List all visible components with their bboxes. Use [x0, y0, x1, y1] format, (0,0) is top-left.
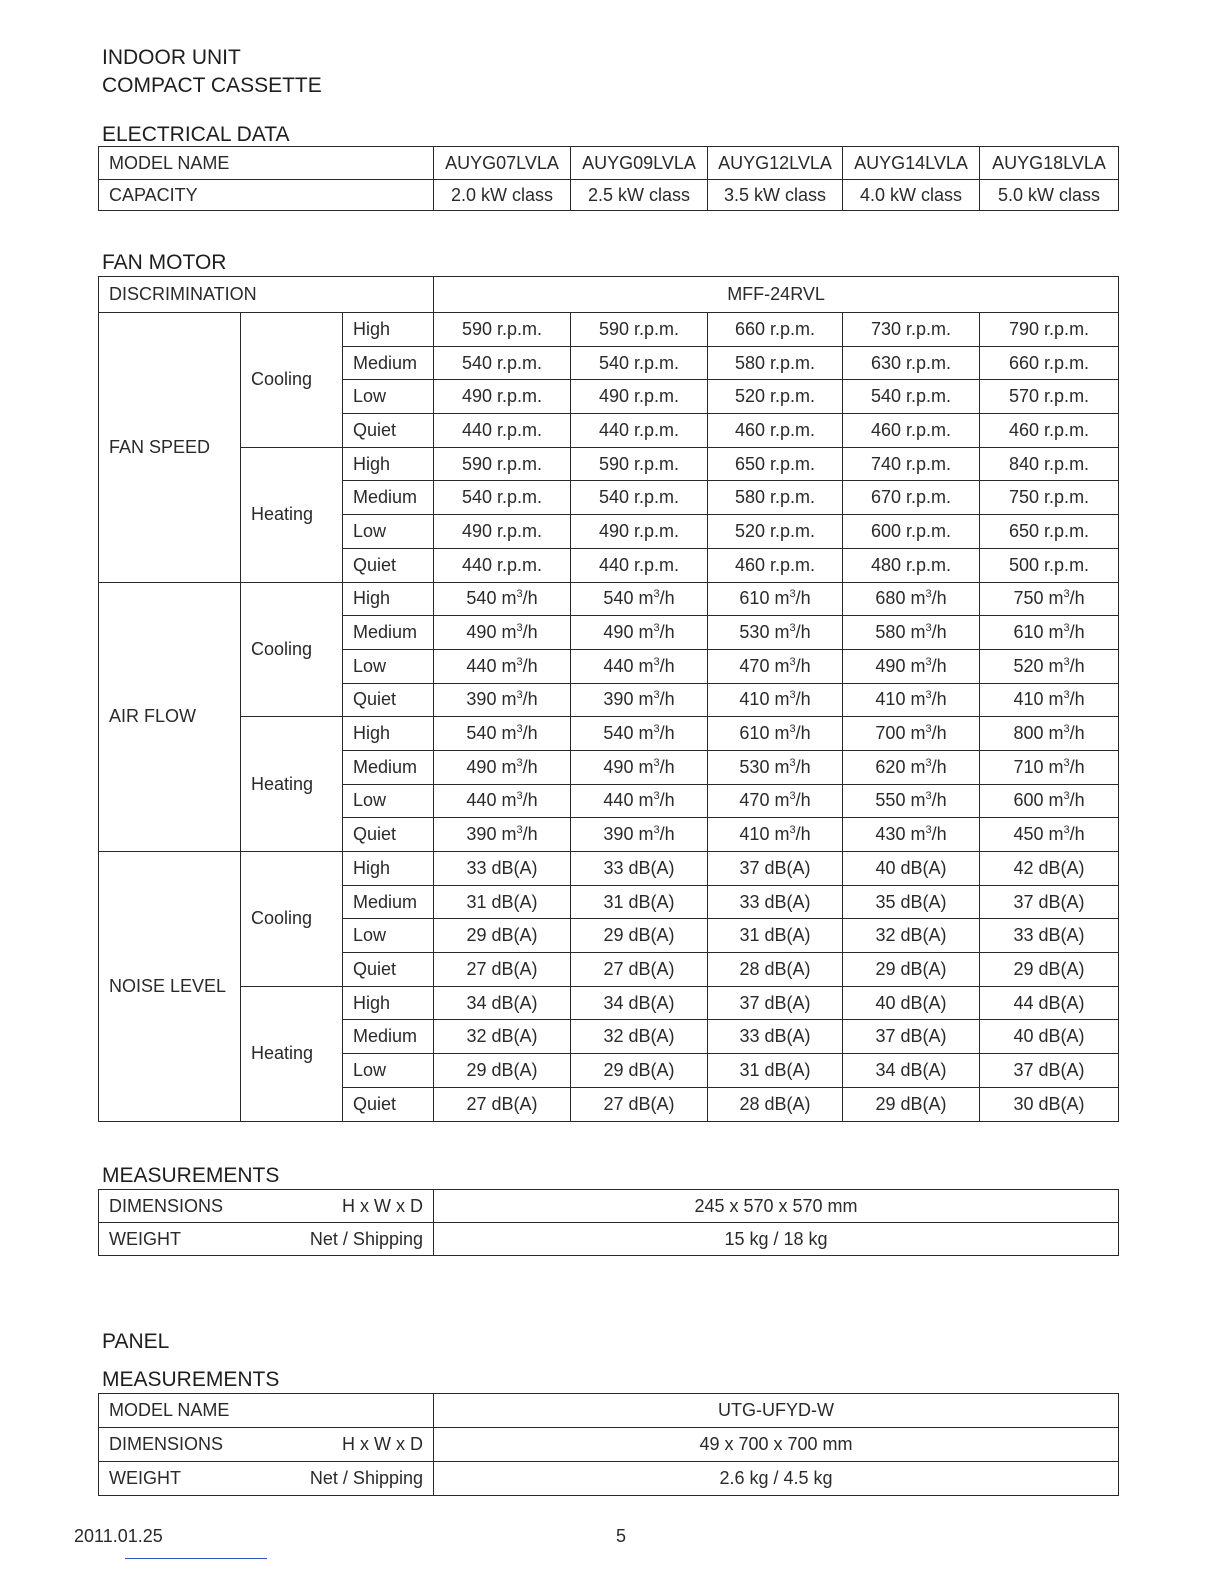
airflow-value: 490: [875, 655, 906, 676]
value-cell: [571, 717, 708, 751]
model-name-cell: AUYG18LVLA: [980, 147, 1119, 180]
value-cell: 440 r.p.m.: [571, 414, 708, 448]
capacity-cell: 5.0 kW class: [980, 180, 1119, 211]
value-cell: 670 r.p.m.: [843, 481, 980, 515]
airflow-value: 530: [739, 622, 770, 643]
value-cell: 750 r.p.m.: [980, 481, 1119, 515]
value-cell: 37 dB(A): [980, 885, 1119, 919]
capacity-label: CAPACITY: [99, 180, 434, 211]
airflow-unit: $m^3/h$: [496, 756, 538, 777]
value-cell: 32 dB(A): [571, 1020, 708, 1054]
airflow-value: 490: [603, 622, 634, 643]
airflow-unit: $m^3/h$: [769, 655, 811, 676]
table-row: [99, 1462, 1119, 1496]
weight-value: 15 kg / 18 kg: [434, 1223, 1119, 1256]
level-label: Quiet: [343, 818, 434, 852]
level-label: Medium: [343, 750, 434, 784]
capacity-cell: 4.0 kW class: [843, 180, 980, 211]
value-cell: [980, 683, 1119, 717]
airflow-unit: $m^3/h$: [496, 622, 538, 643]
airflow-value: 490: [466, 756, 497, 777]
model-name-cell: AUYG12LVLA: [708, 147, 843, 180]
value-cell: [571, 683, 708, 717]
mode-label: Heating: [241, 986, 343, 1121]
airflow-value: 410: [739, 689, 770, 710]
airflow-value: 390: [603, 824, 634, 845]
value-cell: [434, 784, 571, 818]
value-cell: 44 dB(A): [980, 986, 1119, 1020]
mode-label: Heating: [241, 447, 343, 582]
panel-weight-label-cell: [99, 1462, 434, 1496]
panel-weight-sub: Net / Shipping: [309, 1468, 423, 1488]
airflow-value: 430: [875, 824, 906, 845]
value-cell: 490 r.p.m.: [571, 380, 708, 414]
value-cell: 42 dB(A): [980, 852, 1119, 886]
airflow-value: 390: [603, 689, 634, 710]
value-cell: [571, 582, 708, 616]
airflow-value: 390: [466, 824, 497, 845]
value-cell: [980, 750, 1119, 784]
table-row: [99, 313, 1119, 347]
weight-label: WEIGHT: [109, 1228, 181, 1249]
level-label: Medium: [343, 616, 434, 650]
capacity-cell: 3.5 kW class: [708, 180, 843, 211]
value-cell: [708, 683, 843, 717]
airflow-unit: $m^3/h$: [496, 790, 538, 811]
airflow-unit: $m^3/h$: [496, 824, 538, 845]
value-cell: [980, 784, 1119, 818]
value-cell: 31 dB(A): [434, 885, 571, 919]
value-cell: 630 r.p.m.: [843, 346, 980, 380]
value-cell: [980, 616, 1119, 650]
value-cell: [708, 649, 843, 683]
value-cell: [434, 683, 571, 717]
airflow-value: 710: [1013, 756, 1044, 777]
value-cell: 33 dB(A): [571, 852, 708, 886]
value-cell: [980, 717, 1119, 751]
value-cell: [708, 616, 843, 650]
airflow-unit: $m^3/h$: [769, 756, 811, 777]
fan-motor-section-title: FAN MOTOR: [102, 251, 227, 274]
airflow-value: 470: [739, 790, 770, 811]
airflow-value: 610: [739, 588, 770, 609]
value-cell: [571, 750, 708, 784]
level-label: High: [343, 717, 434, 751]
dimensions-sub: H x W x D: [342, 1195, 423, 1216]
value-cell: 540 r.p.m.: [843, 380, 980, 414]
dimensions-label: DIMENSIONS: [109, 1195, 224, 1216]
value-cell: [434, 750, 571, 784]
panel-dimensions-label: DIMENSIONS: [109, 1434, 224, 1454]
value-cell: 580 r.p.m.: [708, 346, 843, 380]
value-cell: 37 dB(A): [980, 1054, 1119, 1088]
airflow-value: 410: [1013, 689, 1044, 710]
table-row: [99, 447, 1119, 481]
airflow-unit: $m^3/h$: [769, 824, 811, 845]
table-row: [99, 717, 1119, 751]
section-label: AIR FLOW: [99, 582, 241, 852]
value-cell: 29 dB(A): [980, 953, 1119, 987]
value-cell: 520 r.p.m.: [708, 380, 843, 414]
value-cell: 33 dB(A): [980, 919, 1119, 953]
value-cell: 590 r.p.m.: [434, 313, 571, 347]
value-cell: 30 dB(A): [980, 1087, 1119, 1121]
airflow-value: 700: [875, 723, 906, 744]
mode-label: Cooling: [241, 582, 343, 717]
value-cell: 460 r.p.m.: [980, 414, 1119, 448]
value-cell: [843, 616, 980, 650]
value-cell: [571, 616, 708, 650]
airflow-unit: $m^3/h$: [1043, 756, 1085, 777]
value-cell: 540 r.p.m.: [571, 346, 708, 380]
value-cell: 34 dB(A): [843, 1054, 980, 1088]
value-cell: [843, 649, 980, 683]
value-cell: 32 dB(A): [843, 919, 980, 953]
value-cell: [980, 582, 1119, 616]
airflow-unit: $m^3/h$: [905, 655, 947, 676]
level-label: High: [343, 582, 434, 616]
airflow-value: 390: [466, 689, 497, 710]
level-label: Quiet: [343, 414, 434, 448]
panel-table: [98, 1393, 1119, 1496]
airflow-unit: $m^3/h$: [633, 790, 675, 811]
value-cell: [571, 818, 708, 852]
airflow-value: 540: [603, 723, 634, 744]
footer-rule: [125, 1558, 267, 1559]
value-cell: [571, 784, 708, 818]
model-name-cell: AUYG14LVLA: [843, 147, 980, 180]
value-cell: 590 r.p.m.: [571, 447, 708, 481]
value-cell: 34 dB(A): [571, 986, 708, 1020]
value-cell: 27 dB(A): [571, 953, 708, 987]
value-cell: 520 r.p.m.: [708, 515, 843, 549]
value-cell: 31 dB(A): [708, 1054, 843, 1088]
airflow-value: 470: [739, 655, 770, 676]
panel-dimensions-sub: H x W x D: [342, 1434, 423, 1454]
panel-model-label: MODEL NAME: [99, 1394, 434, 1428]
value-cell: 27 dB(A): [571, 1087, 708, 1121]
mode-label: Cooling: [241, 852, 343, 987]
table-row: [99, 582, 1119, 616]
level-label: High: [343, 313, 434, 347]
value-cell: 27 dB(A): [434, 1087, 571, 1121]
value-cell: 33 dB(A): [434, 852, 571, 886]
airflow-unit: $m^3/h$: [769, 622, 811, 643]
discrimination-label: DISCRIMINATION: [99, 277, 434, 313]
panel-weight-label: WEIGHT: [109, 1468, 181, 1488]
airflow-unit: $m^3/h$: [905, 756, 947, 777]
value-cell: 40 dB(A): [980, 1020, 1119, 1054]
value-cell: 29 dB(A): [434, 919, 571, 953]
value-cell: 540 r.p.m.: [434, 481, 571, 515]
airflow-value: 750: [1013, 588, 1044, 609]
table-row: [99, 1428, 1119, 1462]
value-cell: 540 r.p.m.: [571, 481, 708, 515]
airflow-unit: $m^3/h$: [769, 588, 811, 609]
airflow-value: 580: [875, 622, 906, 643]
level-label: Medium: [343, 1020, 434, 1054]
footer-date: 2011.01.25: [74, 1526, 163, 1546]
table-row: [99, 277, 1119, 313]
airflow-value: 610: [1013, 622, 1044, 643]
value-cell: 740 r.p.m.: [843, 447, 980, 481]
electrical-table: [98, 146, 1119, 211]
model-name-cell: AUYG07LVLA: [434, 147, 571, 180]
airflow-unit: $m^3/h$: [769, 689, 811, 710]
airflow-value: 550: [875, 790, 906, 811]
airflow-value: 490: [603, 756, 634, 777]
value-cell: 440 r.p.m.: [434, 548, 571, 582]
panel-model-value: UTG-UFYD-W: [434, 1394, 1119, 1428]
airflow-value: 620: [875, 756, 906, 777]
airflow-unit: $m^3/h$: [496, 588, 538, 609]
value-cell: [708, 717, 843, 751]
value-cell: 590 r.p.m.: [571, 313, 708, 347]
airflow-value: 540: [466, 588, 497, 609]
value-cell: 660 r.p.m.: [980, 346, 1119, 380]
airflow-unit: $m^3/h$: [496, 655, 538, 676]
airflow-unit: $m^3/h$: [769, 790, 811, 811]
value-cell: 600 r.p.m.: [843, 515, 980, 549]
level-label: High: [343, 986, 434, 1020]
table-row: [99, 180, 1119, 211]
level-label: Medium: [343, 481, 434, 515]
airflow-value: 540: [603, 588, 634, 609]
value-cell: 730 r.p.m.: [843, 313, 980, 347]
dimensions-label-cell: [99, 1190, 434, 1223]
value-cell: 460 r.p.m.: [708, 414, 843, 448]
airflow-value: 610: [739, 723, 770, 744]
level-label: Low: [343, 1054, 434, 1088]
value-cell: 40 dB(A): [843, 986, 980, 1020]
weight-sub: Net / Shipping: [309, 1228, 423, 1249]
airflow-unit: $m^3/h$: [905, 723, 947, 744]
airflow-value: 440: [603, 655, 634, 676]
airflow-value: 800: [1013, 723, 1044, 744]
airflow-unit: $m^3/h$: [633, 824, 675, 845]
level-label: Medium: [343, 346, 434, 380]
value-cell: 31 dB(A): [708, 919, 843, 953]
value-cell: 540 r.p.m.: [434, 346, 571, 380]
value-cell: [843, 818, 980, 852]
airflow-unit: $m^3/h$: [633, 655, 675, 676]
value-cell: 660 r.p.m.: [708, 313, 843, 347]
airflow-unit: $m^3/h$: [1043, 689, 1085, 710]
value-cell: [843, 784, 980, 818]
value-cell: 37 dB(A): [708, 852, 843, 886]
level-label: Quiet: [343, 953, 434, 987]
page-number: 5: [616, 1526, 627, 1546]
airflow-unit: $m^3/h$: [1043, 723, 1085, 744]
airflow-unit: $m^3/h$: [496, 723, 538, 744]
airflow-value: 450: [1013, 824, 1044, 845]
airflow-unit: $m^3/h$: [1043, 622, 1085, 643]
value-cell: 33 dB(A): [708, 885, 843, 919]
section-label: NOISE LEVEL: [99, 852, 241, 1122]
airflow-unit: $m^3/h$: [633, 588, 675, 609]
value-cell: [708, 582, 843, 616]
value-cell: 490 r.p.m.: [571, 515, 708, 549]
level-label: Quiet: [343, 548, 434, 582]
table-row: [99, 1223, 1119, 1256]
value-cell: 32 dB(A): [434, 1020, 571, 1054]
airflow-value: 440: [603, 790, 634, 811]
table-row: [99, 1394, 1119, 1428]
airflow-unit: $m^3/h$: [905, 824, 947, 845]
value-cell: 27 dB(A): [434, 953, 571, 987]
value-cell: [980, 818, 1119, 852]
value-cell: [980, 649, 1119, 683]
mode-label: Heating: [241, 717, 343, 852]
doc-title-line2: COMPACT CASSETTE: [102, 74, 322, 97]
airflow-value: 410: [739, 824, 770, 845]
value-cell: 31 dB(A): [571, 885, 708, 919]
value-cell: 490 r.p.m.: [434, 515, 571, 549]
model-name-cell: AUYG09LVLA: [571, 147, 708, 180]
value-cell: [708, 750, 843, 784]
value-cell: 440 r.p.m.: [434, 414, 571, 448]
panel-dimensions-label-cell: [99, 1428, 434, 1462]
airflow-value: 410: [875, 689, 906, 710]
airflow-value: 680: [875, 588, 906, 609]
airflow-unit: $m^3/h$: [905, 790, 947, 811]
airflow-unit: $m^3/h$: [905, 689, 947, 710]
level-label: Low: [343, 919, 434, 953]
capacity-cell: 2.0 kW class: [434, 180, 571, 211]
level-label: Quiet: [343, 683, 434, 717]
value-cell: [843, 750, 980, 784]
value-cell: 500 r.p.m.: [980, 548, 1119, 582]
value-cell: 29 dB(A): [843, 953, 980, 987]
mode-label: Cooling: [241, 313, 343, 448]
table-row: [99, 852, 1119, 886]
value-cell: [434, 582, 571, 616]
measurements-section-title: MEASUREMENTS: [102, 1164, 280, 1187]
value-cell: [434, 649, 571, 683]
level-label: Quiet: [343, 1087, 434, 1121]
airflow-value: 600: [1013, 790, 1044, 811]
value-cell: 37 dB(A): [708, 986, 843, 1020]
level-label: Medium: [343, 885, 434, 919]
value-cell: 33 dB(A): [708, 1020, 843, 1054]
airflow-value: 490: [466, 622, 497, 643]
table-row: [99, 986, 1119, 1020]
airflow-unit: $m^3/h$: [496, 689, 538, 710]
panel-dimensions-value: 49 x 700 x 700 mm: [434, 1428, 1119, 1462]
value-cell: 570 r.p.m.: [980, 380, 1119, 414]
level-label: Low: [343, 784, 434, 818]
value-cell: 35 dB(A): [843, 885, 980, 919]
value-cell: 590 r.p.m.: [434, 447, 571, 481]
section-label: FAN SPEED: [99, 313, 241, 583]
doc-title-line1: INDOOR UNIT: [102, 46, 241, 69]
value-cell: [434, 818, 571, 852]
value-cell: 490 r.p.m.: [434, 380, 571, 414]
value-cell: 29 dB(A): [843, 1087, 980, 1121]
value-cell: [708, 784, 843, 818]
airflow-unit: $m^3/h$: [633, 622, 675, 643]
value-cell: 650 r.p.m.: [708, 447, 843, 481]
value-cell: 37 dB(A): [843, 1020, 980, 1054]
level-label: Low: [343, 380, 434, 414]
measurements-table: [98, 1189, 1119, 1256]
airflow-value: 530: [739, 756, 770, 777]
value-cell: 40 dB(A): [843, 852, 980, 886]
airflow-unit: $m^3/h$: [1043, 790, 1085, 811]
airflow-unit: $m^3/h$: [633, 689, 675, 710]
value-cell: [434, 717, 571, 751]
level-label: Low: [343, 649, 434, 683]
panel-section-title: PANEL: [102, 1330, 170, 1353]
value-cell: 840 r.p.m.: [980, 447, 1119, 481]
airflow-value: 520: [1013, 655, 1044, 676]
airflow-unit: $m^3/h$: [633, 756, 675, 777]
panel-weight-value: 2.6 kg / 4.5 kg: [434, 1462, 1119, 1496]
level-label: High: [343, 447, 434, 481]
value-cell: 29 dB(A): [571, 919, 708, 953]
value-cell: 29 dB(A): [434, 1054, 571, 1088]
airflow-unit: $m^3/h$: [905, 588, 947, 609]
airflow-unit: $m^3/h$: [905, 622, 947, 643]
dimensions-value: 245 x 570 x 570 mm: [434, 1190, 1119, 1223]
value-cell: 460 r.p.m.: [843, 414, 980, 448]
value-cell: 460 r.p.m.: [708, 548, 843, 582]
value-cell: 28 dB(A): [708, 953, 843, 987]
value-cell: 790 r.p.m.: [980, 313, 1119, 347]
level-label: High: [343, 852, 434, 886]
value-cell: 34 dB(A): [434, 986, 571, 1020]
airflow-unit: $m^3/h$: [1043, 824, 1085, 845]
value-cell: [843, 582, 980, 616]
value-cell: 29 dB(A): [571, 1054, 708, 1088]
value-cell: [571, 649, 708, 683]
airflow-value: 440: [466, 655, 497, 676]
value-cell: 480 r.p.m.: [843, 548, 980, 582]
value-cell: [843, 683, 980, 717]
airflow-unit: $m^3/h$: [1043, 588, 1085, 609]
value-cell: [843, 717, 980, 751]
airflow-unit: $m^3/h$: [769, 723, 811, 744]
value-cell: 440 r.p.m.: [571, 548, 708, 582]
table-row: [99, 147, 1119, 180]
airflow-unit: $m^3/h$: [1043, 655, 1085, 676]
discrimination-value: MFF-24RVL: [434, 277, 1119, 313]
value-cell: 28 dB(A): [708, 1087, 843, 1121]
model-name-label: MODEL NAME: [99, 147, 434, 180]
airflow-value: 440: [466, 790, 497, 811]
value-cell: [434, 616, 571, 650]
table-row: [99, 1190, 1119, 1223]
panel-measurements-title: MEASUREMENTS: [102, 1368, 280, 1391]
airflow-unit: $m^3/h$: [633, 723, 675, 744]
weight-label-cell: [99, 1223, 434, 1256]
fan-motor-table: [98, 276, 1119, 1122]
electrical-section-title: ELECTRICAL DATA: [102, 123, 290, 146]
value-cell: 580 r.p.m.: [708, 481, 843, 515]
value-cell: 650 r.p.m.: [980, 515, 1119, 549]
value-cell: [708, 818, 843, 852]
airflow-value: 540: [466, 723, 497, 744]
level-label: Low: [343, 515, 434, 549]
capacity-cell: 2.5 kW class: [571, 180, 708, 211]
